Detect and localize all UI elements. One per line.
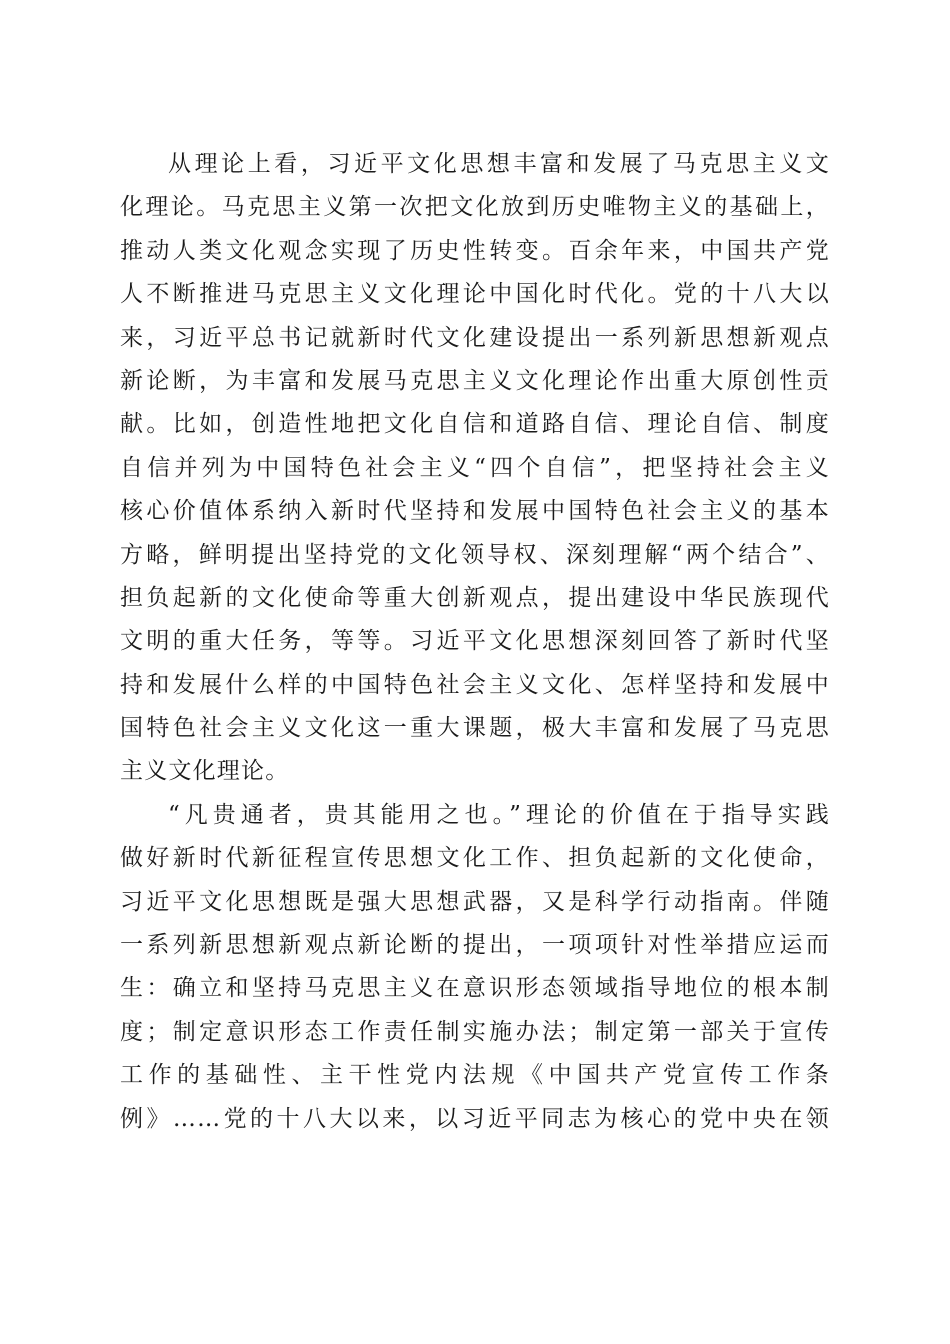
text-line: 生：确立和坚持马克思主义在意识形态领域指导地位的根本制 bbox=[120, 975, 830, 1002]
text-line: 国特色社会主义文化这一重大课题，极大丰富和发展了马克思 bbox=[120, 715, 830, 742]
text-line: 习近平文化思想既是强大思想武器，又是科学行动指南。伴随 bbox=[120, 888, 830, 915]
text-line: 文明的重大任务，等等。习近平文化思想深刻回答了新时代坚 bbox=[120, 628, 830, 655]
text-line: 人不断推进马克思主义文化理论中国化时代化。党的十八大以 bbox=[120, 281, 830, 308]
paragraph-1 bbox=[120, 143, 830, 794]
document-body bbox=[120, 143, 830, 1141]
text-line: 来，习近平总书记就新时代文化建设提出一系列新思想新观点 bbox=[120, 324, 830, 351]
text-line: “凡贵通者，贵其能用之也。”理论的价值在于指导实践 bbox=[168, 801, 830, 828]
text-line: 新论断，为丰富和发展马克思主义文化理论作出重大原创性贡 bbox=[120, 367, 830, 394]
paragraph-2 bbox=[120, 794, 830, 1141]
text-line: 做好新时代新征程宣传思想文化工作、担负起新的文化使命， bbox=[120, 845, 830, 872]
text-line: 主义文化理论。 bbox=[120, 758, 290, 785]
text-line: 从理论上看，习近平文化思想丰富和发展了马克思主义文 bbox=[168, 151, 830, 177]
text-line: 工作的基础性、主干性党内法规《中国共产党宣传工作条 bbox=[120, 1062, 830, 1089]
text-line: 献。比如，创造性地把文化自信和道路自信、理论自信、制度 bbox=[120, 411, 830, 438]
text-line: 自信并列为中国特色社会主义“四个自信”，把坚持社会主义 bbox=[120, 454, 830, 481]
text-line: 一系列新思想新观点新论断的提出，一项项针对性举措应运而 bbox=[120, 932, 830, 959]
text-line: 担负起新的文化使命等重大创新观点，提出建设中华民族现代 bbox=[120, 584, 830, 611]
text-line: 持和发展什么样的中国特色社会主义文化、怎样坚持和发展中 bbox=[120, 671, 830, 698]
text-line: 例》……党的十八大以来，以习近平同志为核心的党中央在领 bbox=[120, 1105, 830, 1132]
text-line: 方略，鲜明提出坚持党的文化领导权、深刻理解“两个结合”、 bbox=[120, 541, 830, 568]
text-line: 推动人类文化观念实现了历史性转变。百余年来，中国共产党 bbox=[120, 237, 830, 264]
text-line: 化理论。马克思主义第一次把文化放到历史唯物主义的基础上， bbox=[120, 194, 830, 221]
text-line: 度；制定意识形态工作责任制实施办法；制定第一部关于宣传 bbox=[120, 1018, 830, 1045]
text-line: 核心价值体系纳入新时代坚持和发展中国特色社会主义的基本 bbox=[120, 498, 830, 525]
